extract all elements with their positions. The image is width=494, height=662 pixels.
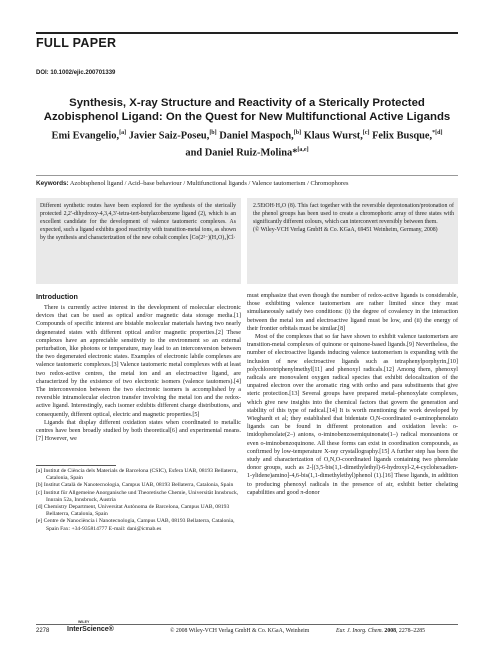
abstract-text: 2.5EtOH·H₂O (8). This fact together with the reversible deprotonation/protonation of the phenol groups has been used to create a chromophoric array of three states with significantly different colours, which can interconvert reversibly between them. xyxy=(253,203,454,225)
keywords-text: Azobisphenol ligand / Acid–base behaviour / Multifunctional ligands / Valence tautomerism / Chromophores xyxy=(68,180,349,187)
keywords-rule xyxy=(36,175,458,176)
page-number: 2278 xyxy=(36,628,50,634)
author: Klaus Wurst, xyxy=(303,130,363,142)
paper-title: Synthesis, X-ray Structure and Reactivity of a Sterically Protected Azobisphenol Ligand: On the Quest for New Multifunctional Active Ligands xyxy=(43,97,451,123)
body-column-right xyxy=(247,292,458,497)
affiliation: [c] Institut für Allgemeine Anorganische und Theoretische Chemie, Universität Innsbruck, Innrain 52a, Innsbruck, Austria xyxy=(36,489,239,503)
journal-citation xyxy=(336,628,425,634)
journal-year: 2008 xyxy=(384,628,397,634)
journal-name: Eur. J. Inorg. Chem. xyxy=(336,628,383,634)
affiliation-mark: [a,e] xyxy=(297,147,309,154)
logo-text-top: WILEY xyxy=(78,620,90,624)
keywords-label: Keywords: xyxy=(36,180,69,187)
author: and Daniel Ruiz-Molina* xyxy=(185,147,298,159)
affiliation-mark: [b] xyxy=(209,130,217,136)
affiliation: [b] Institut Català de Nanotecnologia, Campus UAB, 08193 Bellaterra, Catalonia, Spain xyxy=(36,482,234,489)
affiliation-mark: [a] xyxy=(119,130,127,136)
footnote-rule xyxy=(36,465,116,466)
affiliation: [d] Chemistry Department, Universitat Autònoma de Barcelona, Campus UAB, 08193 Bellaterra, Catalonia, Spain xyxy=(36,504,230,518)
journal-pages: , 2278–2285 xyxy=(396,628,425,634)
section-label: FULL PAPER xyxy=(36,36,117,50)
affiliations xyxy=(36,468,241,533)
interscience-logo xyxy=(66,617,114,635)
author: Felix Busque, xyxy=(372,130,433,142)
affiliation-mark: [b] xyxy=(293,130,302,136)
body-paragraph: Most of the complexes that so far have shown to exhibit valence tautomerism are transition-metal complexes of quinone or quinone-based ligands.[9] Nevertheless, the number of electroactive ligands inducing valence tautomerism is expanding with the inclusion of new electroactive ligands such as tetraphenylporphyrin,[10] polychlorotriphenylmethyl[11] and phenoxyl radicals.[12] Among them, phenoxyl radicals are monovalent oxygen radical species that exhibit delocalization of the unpaired electron over the aromatic ring with ortho and para substituents that give steric protection.[13] Several groups have prepared metal–phenoxylate complexes, which give new insights into the chemical factors that govern the generation and stability of this type of radical.[14] It is worth mentioning the work developed by Wieghardt et al; they established that bidentate O,N-coordinated o-aminophenolato ligands can be found in different protonation and oxidation levels: o-imidophenolate(2–) anions, o-iminobenzosemiquinonate(1–) radical monoanions or even o-iminobenzoquinone. All these forms can exist in coordination compounds, as confirmed by low-temperature X-ray crystallography.[15] A further step has been the study and characterization of O,N,O-coordinated ligands containing two phenolate donor groups, such as 2-[(3,5-bis(1,1-dimethylethyl)-6-hydroxyl-2,4-cyclohexadien-1-ylidene)amino]-4,6-bis(1,1-dimethylethyl)phenol (1).[16] These ligands, in addition to producing phenoxyl radicals in the presence of air, exhibit better chelating capabilities and good π-donor xyxy=(247,334,458,496)
body-paragraph: There is currently active interest in the development of molecular electronic devices that can be used as optical and/or magnetic data storage media.[1] Compounds of specific interest are bistable molecular materials having two nearly degenerated states with different optical and/or magnetic properties.[2] These complexes have an appreciable sensitivity to the environment so an external perturbation, like photons or temperature, may lead to an interconversion between the two degenerated electronic states. Examples of electronic labile complexes are valence tautomeric complexes.[3] Valence tautomeric metal complexes with at least two redox-active centres, the metal ion and an electroactive ligand, are characterized by the existence of two electronic isomers (valence tautomers).[4] The interconversion between the two electronic isomers is accomplished by a reversible intramolecular electron transfer involving the metal ion and the redox-active ligand. Interestingly, each isomer exhibits different charge distributions, and consequently, different optical, electric and magnetic properties.[5] xyxy=(36,305,241,418)
copyright: © 2008 Wiley-VCH Verlag GmbH & Co. KGaA, Weinheim xyxy=(170,628,310,634)
affiliation: [e] Centre de Nanociència i Nanotecnologia, Campus UAB, 08193 Bellaterra, Catalonia, Spain Fax: +34-935814777 E-mail: dani@icmab.es xyxy=(36,518,235,532)
abstract-right xyxy=(247,198,458,284)
abstract-copyright: (© Wiley-VCH Verlag GmbH & Co. KGaA, 69451 Weinheim, Germany, 2008) xyxy=(253,227,438,233)
body-paragraph: must emphasize that even though the number of redox-active ligands is considerable, those exhibiting valence tautomerism are rather limited since they must simultaneously satisfy two conditions: (i) the degree of covalency in the interaction between the metal ion and electroactive ligand must be low, and (ii) the energy of their frontier orbitals must be similar.[8] xyxy=(247,293,458,332)
doi: DOI: 10.1002/ejic.200701339 xyxy=(36,70,116,76)
affiliation-mark: *[d] xyxy=(432,130,443,136)
affiliation-mark: [c] xyxy=(362,130,370,136)
body-column-left xyxy=(36,304,241,443)
author: Daniel Maspoch, xyxy=(219,130,294,142)
abstract-left xyxy=(36,198,241,284)
body-paragraph: Ligands that display different oxidation states when coordinated to metallic centres have been broadly studied by both theoretical[6] and experimental means.[7] However, we xyxy=(36,419,241,443)
header-rule xyxy=(36,32,458,34)
affiliation: [a] Institut de Ciència dels Materials de Barcelona (CSIC), Esfera UAB, 08193 Bellaterra, Catalonia, Spain xyxy=(36,468,238,482)
author: Javier Saiz-Poseu, xyxy=(128,130,210,142)
logo-text-main: InterScience® xyxy=(67,626,114,633)
author: Emi Evangelio, xyxy=(51,130,120,142)
keywords xyxy=(36,180,458,187)
section-heading: Introduction xyxy=(36,292,78,301)
abstract-text: Different synthetic routes have been explored for the synthesis of the sterically protected 2,2′-dihydroxy-4,3,4,3′-tetra-tert-butylazobenzene ligand (2), which is an excellent candidate for the development of valence tautomeric complexes. As expected, such a ligand exhibits good reactivity with transition-metal ions, as shown by the synthesis and characterization of the new cobalt complex [Co(2²⁻)(H₂O)₃]Cl· xyxy=(40,203,236,241)
author-list xyxy=(40,126,454,161)
